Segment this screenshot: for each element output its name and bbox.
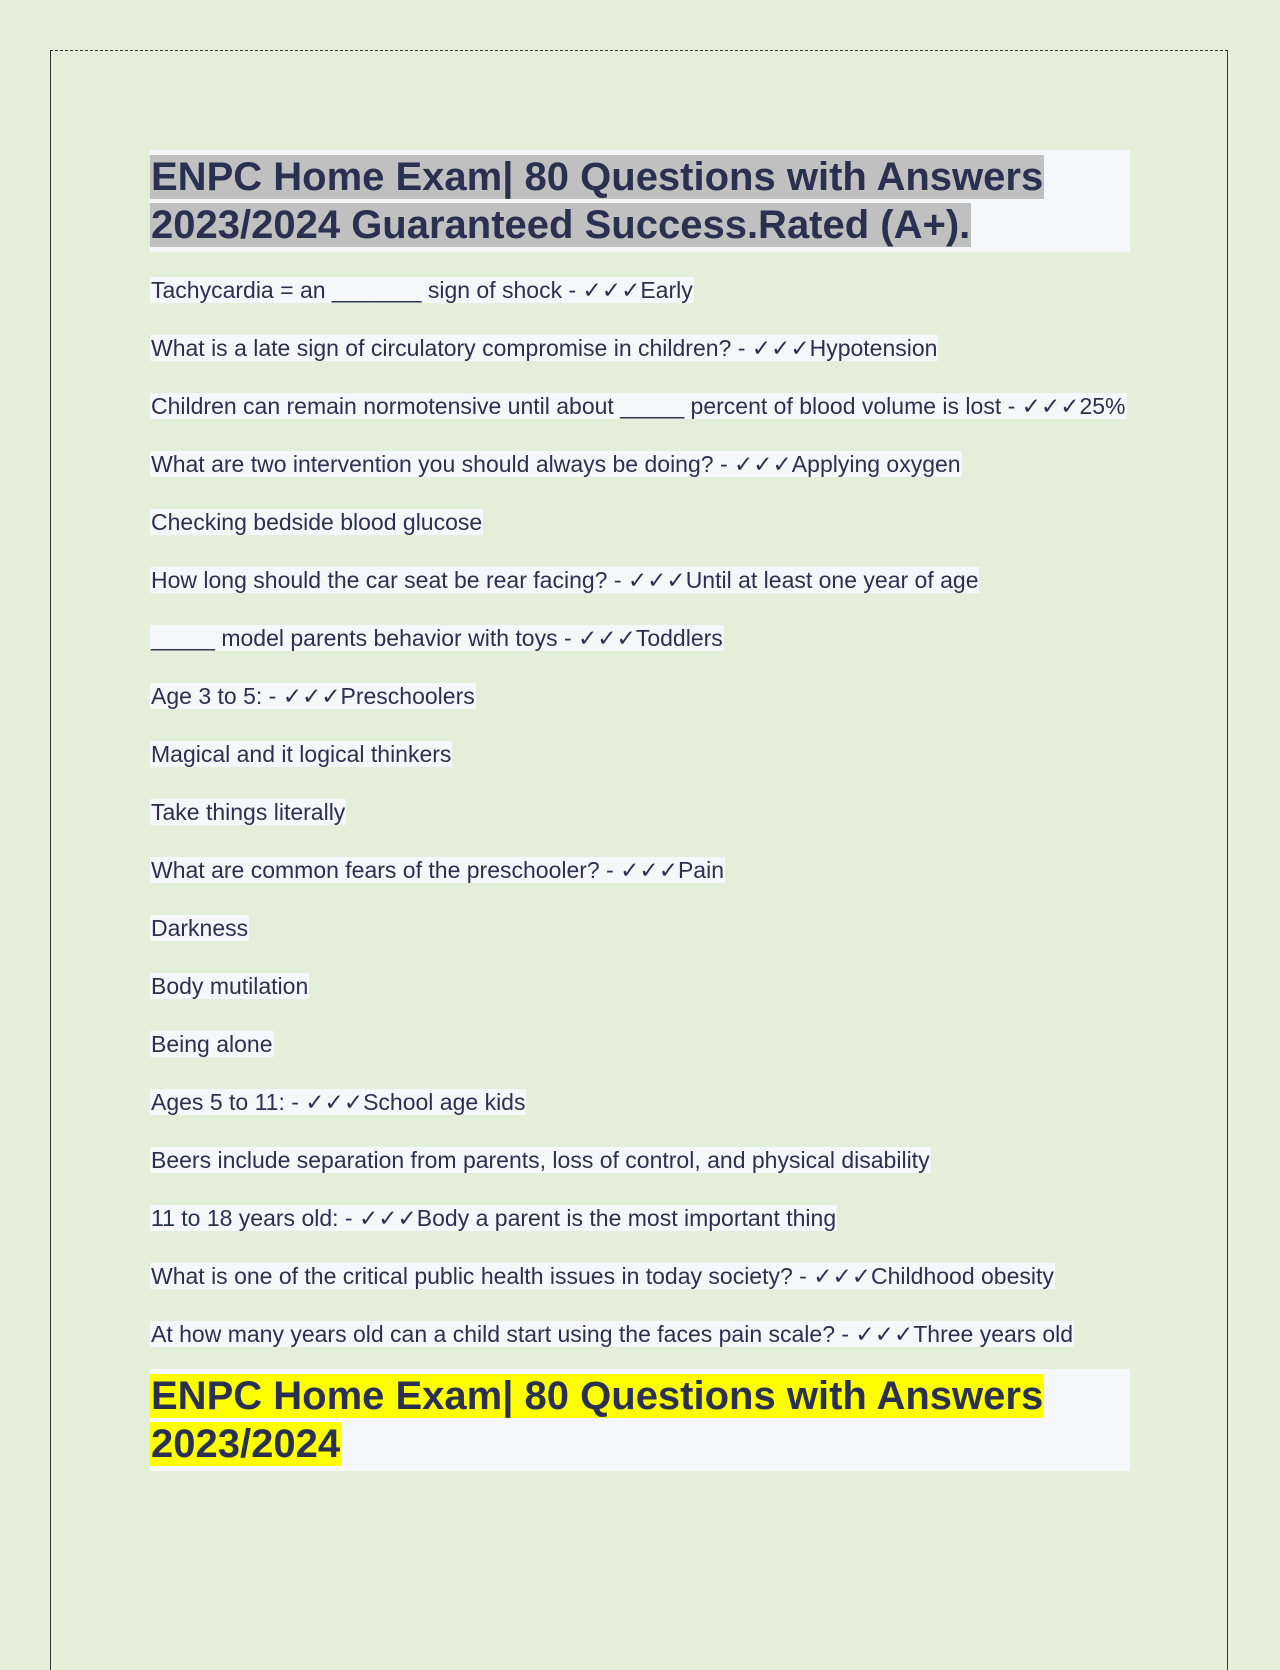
qa-line [150, 1146, 1130, 1175]
document-content [150, 150, 1130, 1471]
qa-line [150, 914, 1130, 943]
qa-line [150, 798, 1130, 827]
qa-line [150, 740, 1130, 769]
qa-line [150, 450, 1130, 479]
document-title [150, 153, 1130, 249]
qa-line-text: 11 to 18 years old: - ✓✓✓Body a parent is the most important thing [151, 1205, 837, 1231]
qa-line-text: Checking bedside blood glucose [151, 509, 483, 535]
qa-line-text: Take things literally [151, 799, 346, 825]
qa-line-text: Beers include separation from parents, loss of control, and physical disability [151, 1147, 930, 1173]
footer-heading [150, 1372, 1130, 1468]
qa-line [150, 856, 1130, 885]
qa-line [150, 1088, 1130, 1117]
qa-line [150, 624, 1130, 653]
document-title-text: ENPC Home Exam| 80 Questions with Answers 2023/2024 Guaranteed Success.Rated (A+). [151, 155, 1044, 247]
qa-line-text: Age 3 to 5: - ✓✓✓Preschoolers [151, 683, 475, 709]
qa-line-text: Children can remain normotensive until about _____ percent of blood volume is lost - ✓✓✓25% [151, 393, 1126, 419]
qa-line-text: Tachycardia = an _______ sign of shock - ✓✓✓Early [151, 277, 693, 303]
qa-line [150, 566, 1130, 595]
qa-line [150, 1030, 1130, 1059]
title-block [150, 150, 1130, 252]
qa-line [150, 1320, 1130, 1349]
qa-line-text: Being alone [151, 1031, 273, 1057]
qa-line-text: Magical and it logical thinkers [151, 741, 452, 767]
qa-line-text: Darkness [151, 915, 249, 941]
qa-line [150, 1262, 1130, 1291]
qa-line-text: What is one of the critical public health issues in today society? - ✓✓✓Childhood obesity [151, 1263, 1054, 1289]
qa-line-text: How long should the car seat be rear facing? - ✓✓✓Until at least one year of age [151, 567, 979, 593]
footer-heading-text: ENPC Home Exam| 80 Questions with Answers 2023/2024 [151, 1374, 1044, 1466]
qa-line-text: What are common fears of the preschooler? - ✓✓✓Pain [151, 857, 725, 883]
qa-line-text: _____ model parents behavior with toys - ✓✓✓Toddlers [151, 625, 723, 651]
qa-line [150, 682, 1130, 711]
qa-line [150, 508, 1130, 537]
qa-line-text: Ages 5 to 11: - ✓✓✓School age kids [151, 1089, 526, 1115]
footer-heading-block [150, 1369, 1130, 1471]
qa-line [150, 276, 1130, 305]
qa-line [150, 1204, 1130, 1233]
qa-line [150, 392, 1130, 421]
qa-list [150, 276, 1130, 1349]
qa-line [150, 972, 1130, 1001]
qa-line-text: At how many years old can a child start using the faces pain scale? - ✓✓✓Three years old [151, 1321, 1074, 1347]
qa-line-text: What are two intervention you should always be doing? - ✓✓✓Applying oxygen [151, 451, 961, 477]
qa-line-text: Body mutilation [151, 973, 309, 999]
qa-line-text: What is a late sign of circulatory compromise in children? - ✓✓✓Hypotension [151, 335, 938, 361]
qa-line [150, 334, 1130, 363]
